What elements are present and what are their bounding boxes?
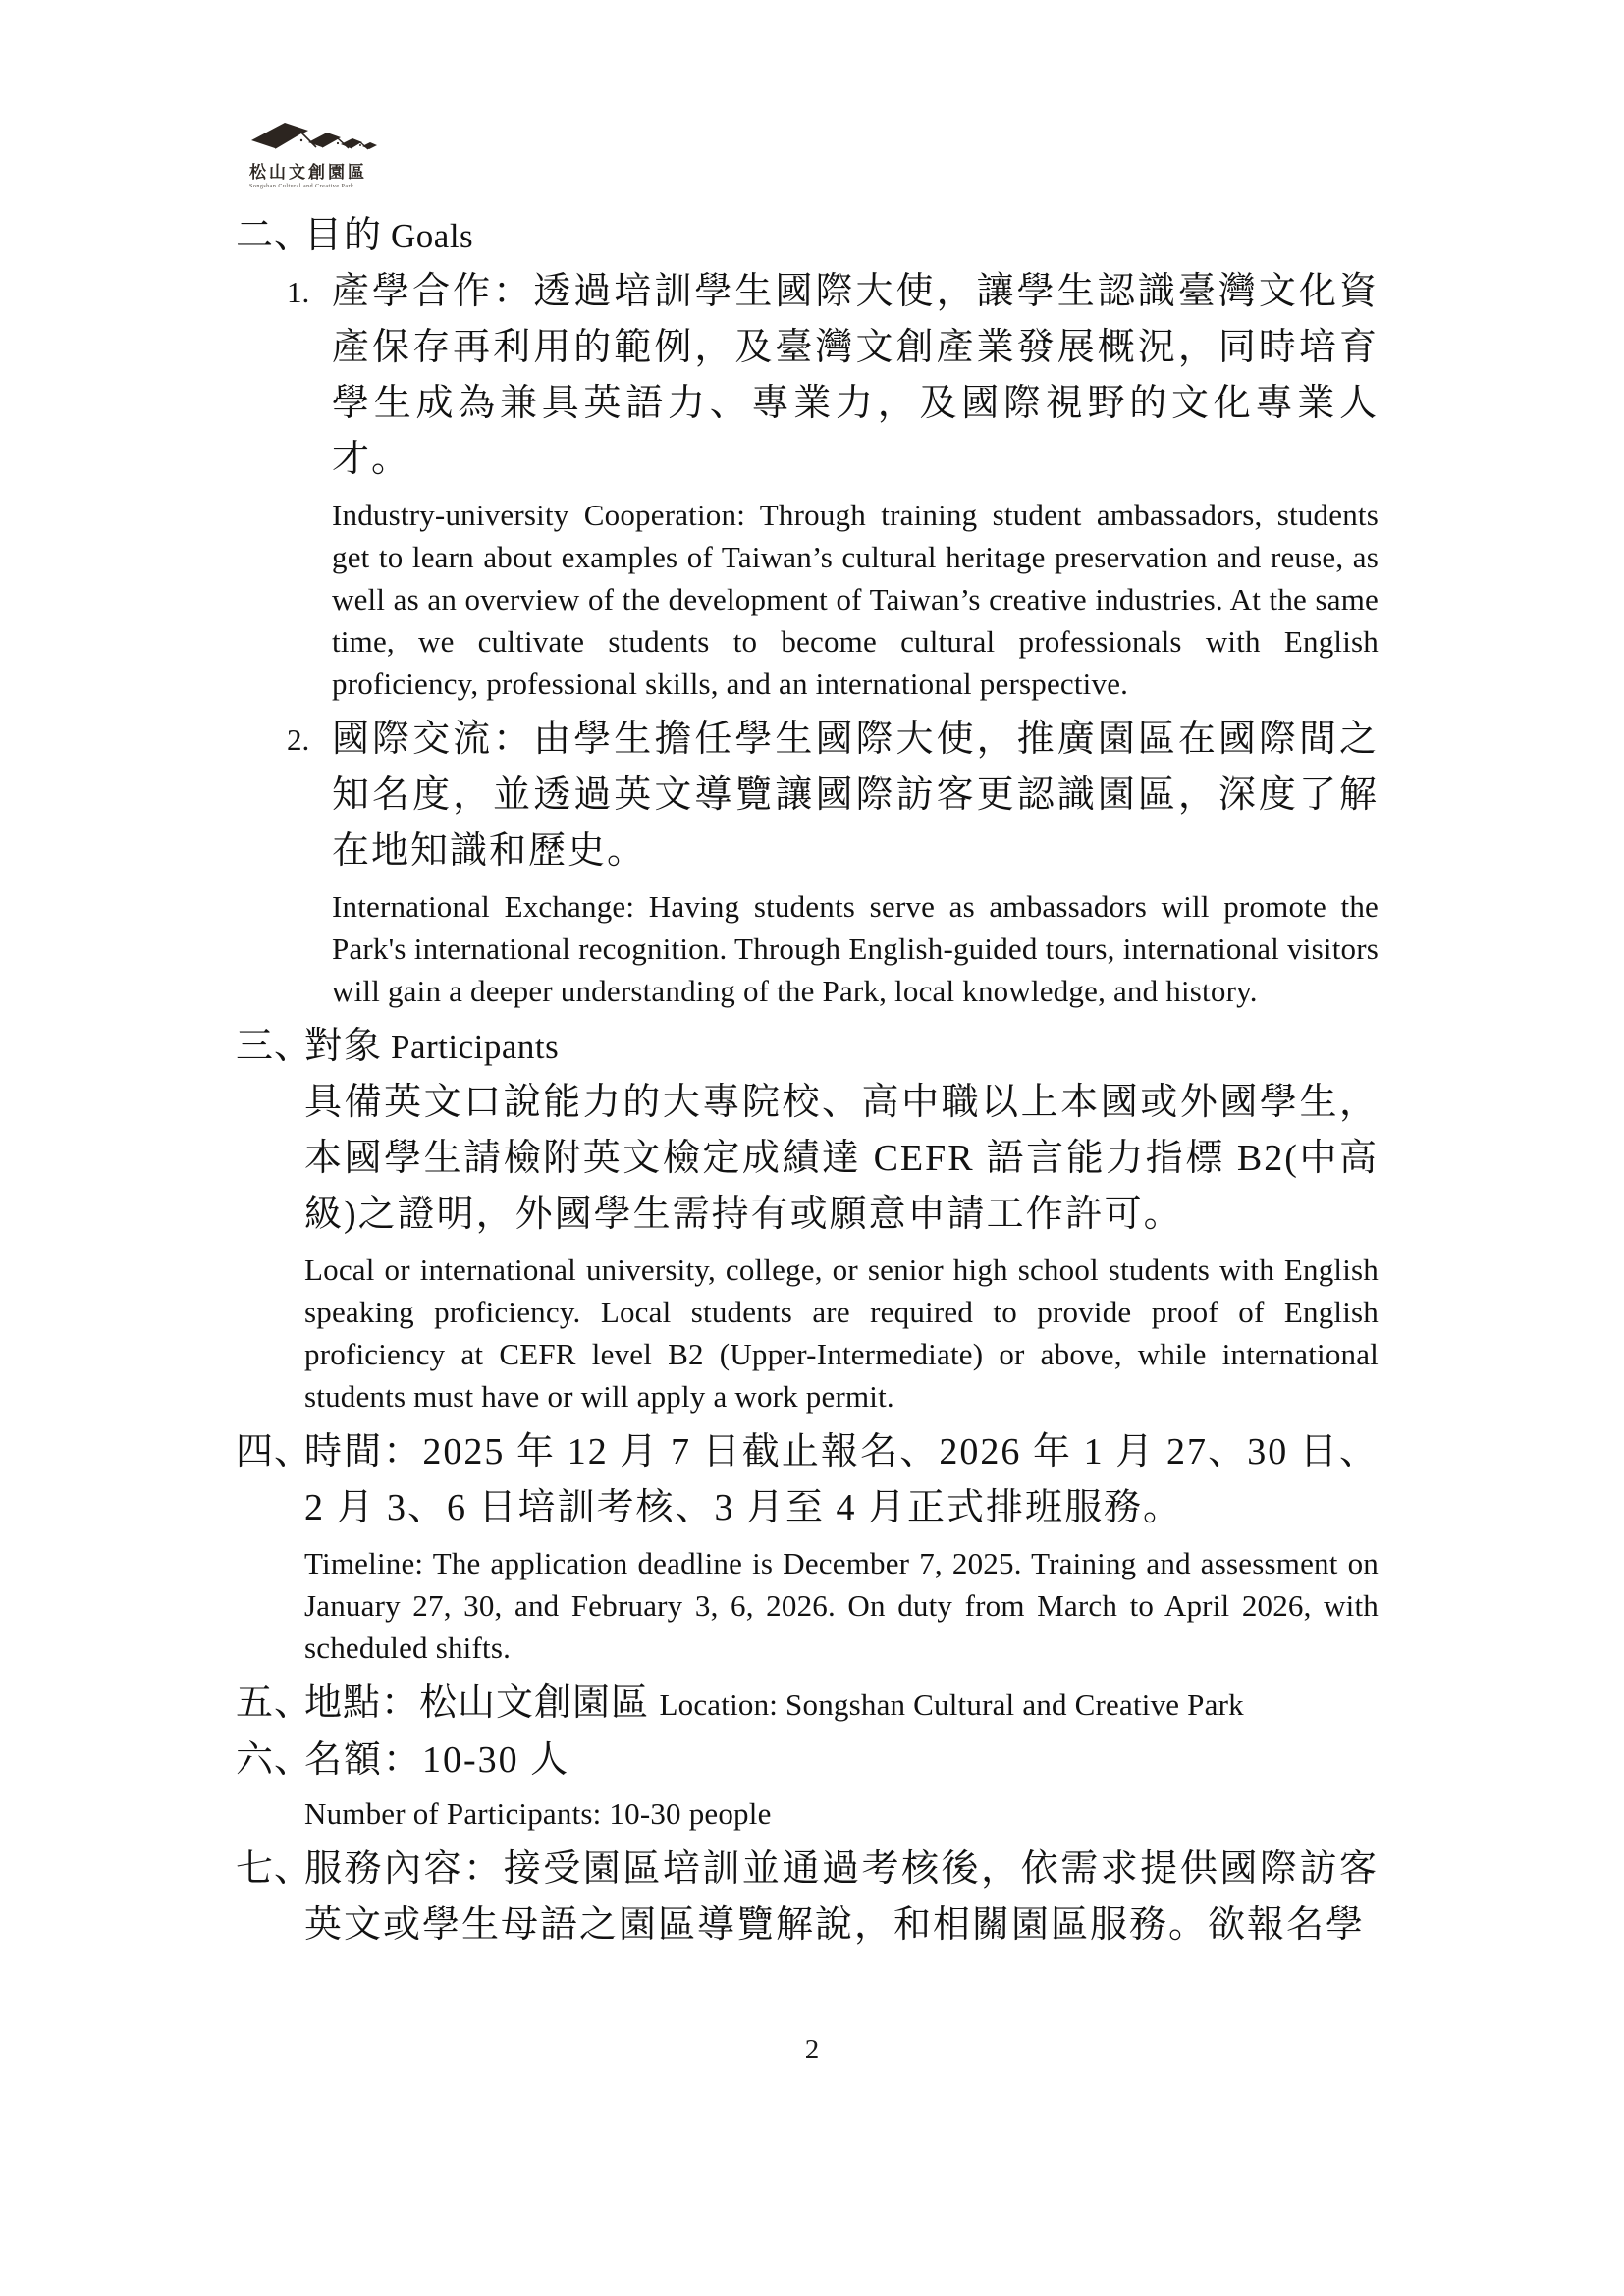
goal-item-2 xyxy=(287,712,1379,1019)
service-chinese-text: 服務內容：接受園區培訓並通過考核後，依需求提供國際訪客英文或學生母語之園區導覽解說，和相關園區服務。欲報名學 xyxy=(304,1848,1379,1946)
time-chinese-text: 時間：2025 年 12 月 7 日截止報名、2026 年 1 月 27、30 日、2 月 3、6 日培訓考核、3 月至 4 月正式排班服務。 xyxy=(304,1431,1379,1528)
logo-title-en: Songshan Cultural and Creative Park xyxy=(249,184,354,189)
participants-english-text: Local or international university, college, or senior high school students with English speaking proficiency. Local students are required to provide proof of English proficiency at CEFR level B2 (Upper-Intermediate) or above, while international students must have or will apply a work permit. xyxy=(304,1253,1379,1414)
section-service xyxy=(236,1842,1379,1953)
roofline-icon xyxy=(249,118,379,155)
document-body xyxy=(236,208,1379,1953)
section-title-zh: 目的 xyxy=(304,215,384,256)
goal-1-english-text: Industry-university Cooperation: Through training student ambassadors, students get to learn about examples of Taiwan’s cultural heritage preservation and reuse, as well as an overview of the development of Taiwan’s creative industries. At the same time, we cultivate students to become cultural professionals with English proficiency, professional skills, and an international perspective. xyxy=(332,498,1379,701)
section-participants xyxy=(236,1019,1379,1417)
section-marker: 四、 xyxy=(236,1431,313,1472)
section-quota xyxy=(236,1733,1379,1842)
location-chinese-text: 地點：松山文創園區 xyxy=(304,1682,650,1724)
goal-2-english-text: International Exchange: Having students serve as ambassadors will promote the Park's international recognition. Through English-guided tours, international visitors will gain a deeper understanding of the Park, local knowledge, and history. xyxy=(332,889,1379,1008)
list-number: 1. xyxy=(287,275,310,309)
logo-title-zh: 松山文創園區 xyxy=(249,163,367,182)
section-title-zh: 對象 xyxy=(304,1026,384,1067)
goal-1-chinese-text: 產學合作：透過培訓學生國際大使，讓學生認識臺灣文化資產保存再利用的範例，及臺灣文創產業發展概況，同時培育學生成為兼具英語力、專業力，及國際視野的文化專業人才。 xyxy=(332,271,1379,480)
section-marker: 七、 xyxy=(236,1848,313,1890)
participants-chinese-text: 具備英文口說能力的大專院校、高中職以上本國或外國學生，本國學生請檢附英文檢定成績達 CEFR 語言能力指標 B2(中高級)之證明，外國學生需持有或願意申請工作許可。 xyxy=(304,1082,1379,1235)
section-title-en: Goals xyxy=(391,217,474,255)
section-goals-heading xyxy=(236,208,1379,264)
list-number: 2. xyxy=(287,722,310,757)
section-location xyxy=(236,1676,1379,1733)
section-title xyxy=(304,1019,559,1075)
section-participants-heading xyxy=(236,1019,1379,1075)
time-english-text: Timeline: The application deadline is December 7, 2025. Training and assessment on January 27, 30, and February 3, 6, 2026. On duty from March to April 2026, with scheduled shifts. xyxy=(304,1546,1379,1665)
section-goals xyxy=(236,208,1379,1019)
quota-chinese-text: 名額：10-30 人 xyxy=(304,1739,570,1781)
goal-2-chinese-text: 國際交流：由學生擔任學生國際大使，推廣園區在國際間之知名度，並透過英文導覽讓國際訪客更認識園區，深度了解在地知識和歷史。 xyxy=(332,719,1379,872)
section-time xyxy=(236,1424,1379,1676)
section-marker: 三、 xyxy=(236,1026,313,1067)
page-number: 2 xyxy=(804,2034,820,2065)
section-title-en: Participants xyxy=(391,1028,560,1066)
section-marker: 六、 xyxy=(236,1739,313,1781)
location-english-text: Location: Songshan Cultural and Creative Park xyxy=(659,1687,1244,1722)
logo xyxy=(249,118,387,189)
section-marker: 五、 xyxy=(236,1682,313,1724)
section-marker: 二、 xyxy=(236,215,313,256)
section-title xyxy=(304,208,473,264)
quota-english-text: Number of Participants: 10-30 people xyxy=(304,1796,772,1831)
goal-item-1 xyxy=(287,264,1379,712)
